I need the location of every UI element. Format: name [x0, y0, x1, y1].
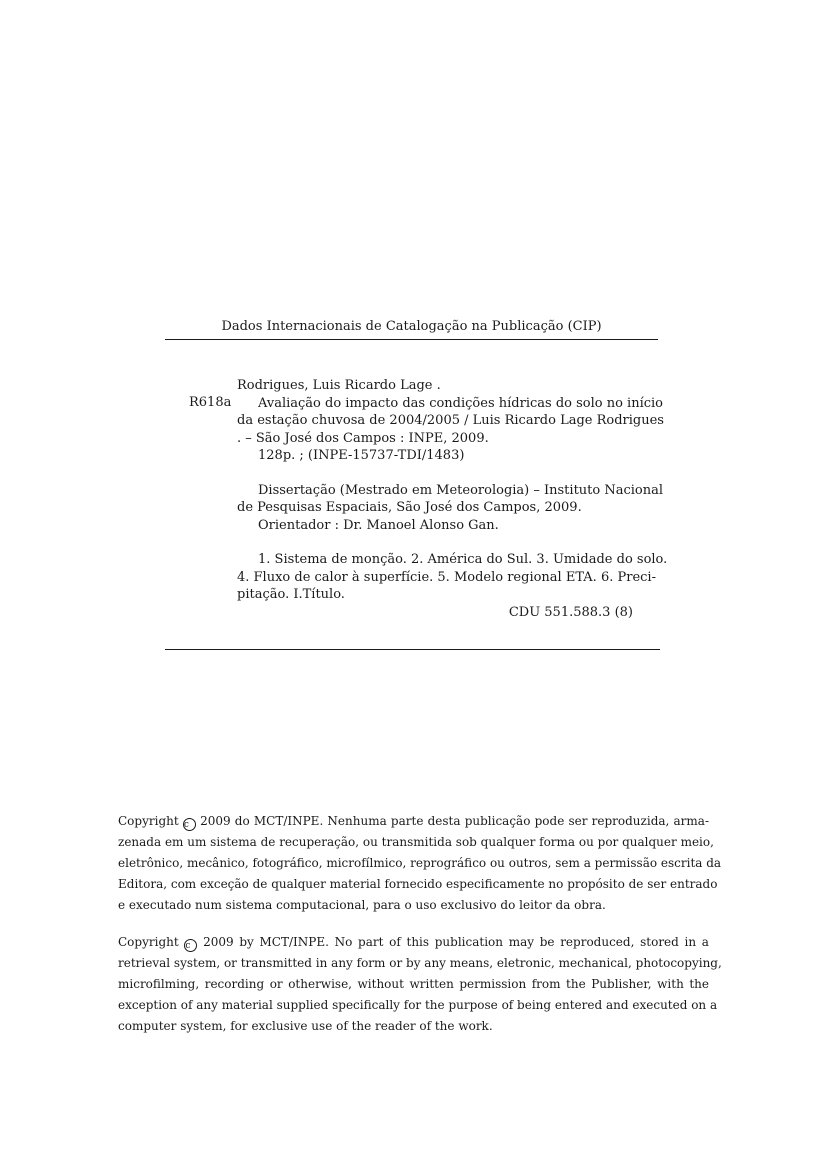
spacer: [237, 465, 633, 482]
copyright-pt-line: zenada em um sistema de recuperação, ou transmitida sob qualquer forma ou por qualquer meio,: [118, 834, 714, 849]
copyright-pt-first-line: 2009 do MCT/INPE. Nenhuma parte desta publicação pode ser reproduzida, arma-: [200, 814, 709, 828]
title-line: da estação chuvosa de 2004/2005 / Luis Ricardo Lage Rodrigues: [237, 413, 664, 428]
spacer: [237, 534, 633, 551]
copyright-word: Copyright: [118, 814, 179, 828]
copyright-symbol-icon: c: [184, 939, 197, 952]
subject-line: 4. Fluxo de calor à superfície. 5. Modelo regional ETA. 6. Preci-: [237, 569, 656, 585]
title-line: . – São José dos Campos : INPE, 2009.: [237, 430, 489, 446]
cip-heading: Dados Internacionais de Catalogação na Publicação (CIP): [221, 319, 602, 334]
copyright-en-line: [118, 932, 709, 953]
pages-line: 128p. ; (INPE-15737-TDI/1483): [258, 448, 465, 463]
copyright-en: [118, 932, 722, 1037]
top-rule: [165, 339, 658, 340]
copyright-pt-line: eletrônico, mecânico, fotográfico, microfílmico, reprográfico ou outros, sem a permissão escrita da: [118, 855, 722, 870]
copyright-pt-line: [118, 811, 709, 832]
copyright-pt-line: e executado num sistema computacional, para o uso exclusivo do leitor da obra.: [118, 897, 606, 912]
copyright-pt-line: Editora, com exceção de qualquer material fornecido especificamente no propósito de ser entrado: [118, 876, 718, 891]
subject-line: 1. Sistema de monção. 2. América do Sul. 3. Umidade do solo.: [258, 552, 668, 567]
copyright-en-line: retrieval system, or transmitted in any form or by any means, eletronic, mechanical, photocopying,: [118, 955, 722, 970]
subject-line: pitação. I.Título.: [237, 587, 345, 602]
advisor-line: Orientador : Dr. Manoel Alonso Gan.: [258, 517, 499, 533]
note-line: de Pesquisas Espaciais, São José dos Campos, 2009.: [237, 500, 582, 515]
copyright-symbol-icon: c: [183, 818, 196, 831]
copyright-en-first-line: 2009 by MCT/INPE. No part of this publication may be reproduced, stored in a: [203, 935, 709, 949]
catalog-card: [237, 377, 668, 621]
copyright-en-line: microfilming, recording or otherwise, without written permission from the Publisher, with the: [118, 976, 709, 991]
copyright-pt: [118, 811, 722, 916]
bottom-rule: [165, 649, 660, 650]
cdu-line: CDU 551.588.3 (8): [508, 604, 633, 620]
call-number: R618a: [189, 395, 232, 410]
title-line: Avaliação do impacto das condições hídricas do solo no início: [258, 395, 663, 411]
note-line: Dissertação (Mestrado em Meteorologia) – Instituto Nacional: [258, 482, 664, 498]
copyright-en-line: exception of any material supplied specifically for the purpose of being entered and executed on a: [118, 997, 718, 1012]
author-line: Rodrigues, Luis Ricardo Lage .: [237, 378, 441, 393]
copyright-word: Copyright: [118, 935, 179, 949]
copyright-en-line: computer system, for exclusive use of the reader of the work.: [118, 1018, 493, 1033]
